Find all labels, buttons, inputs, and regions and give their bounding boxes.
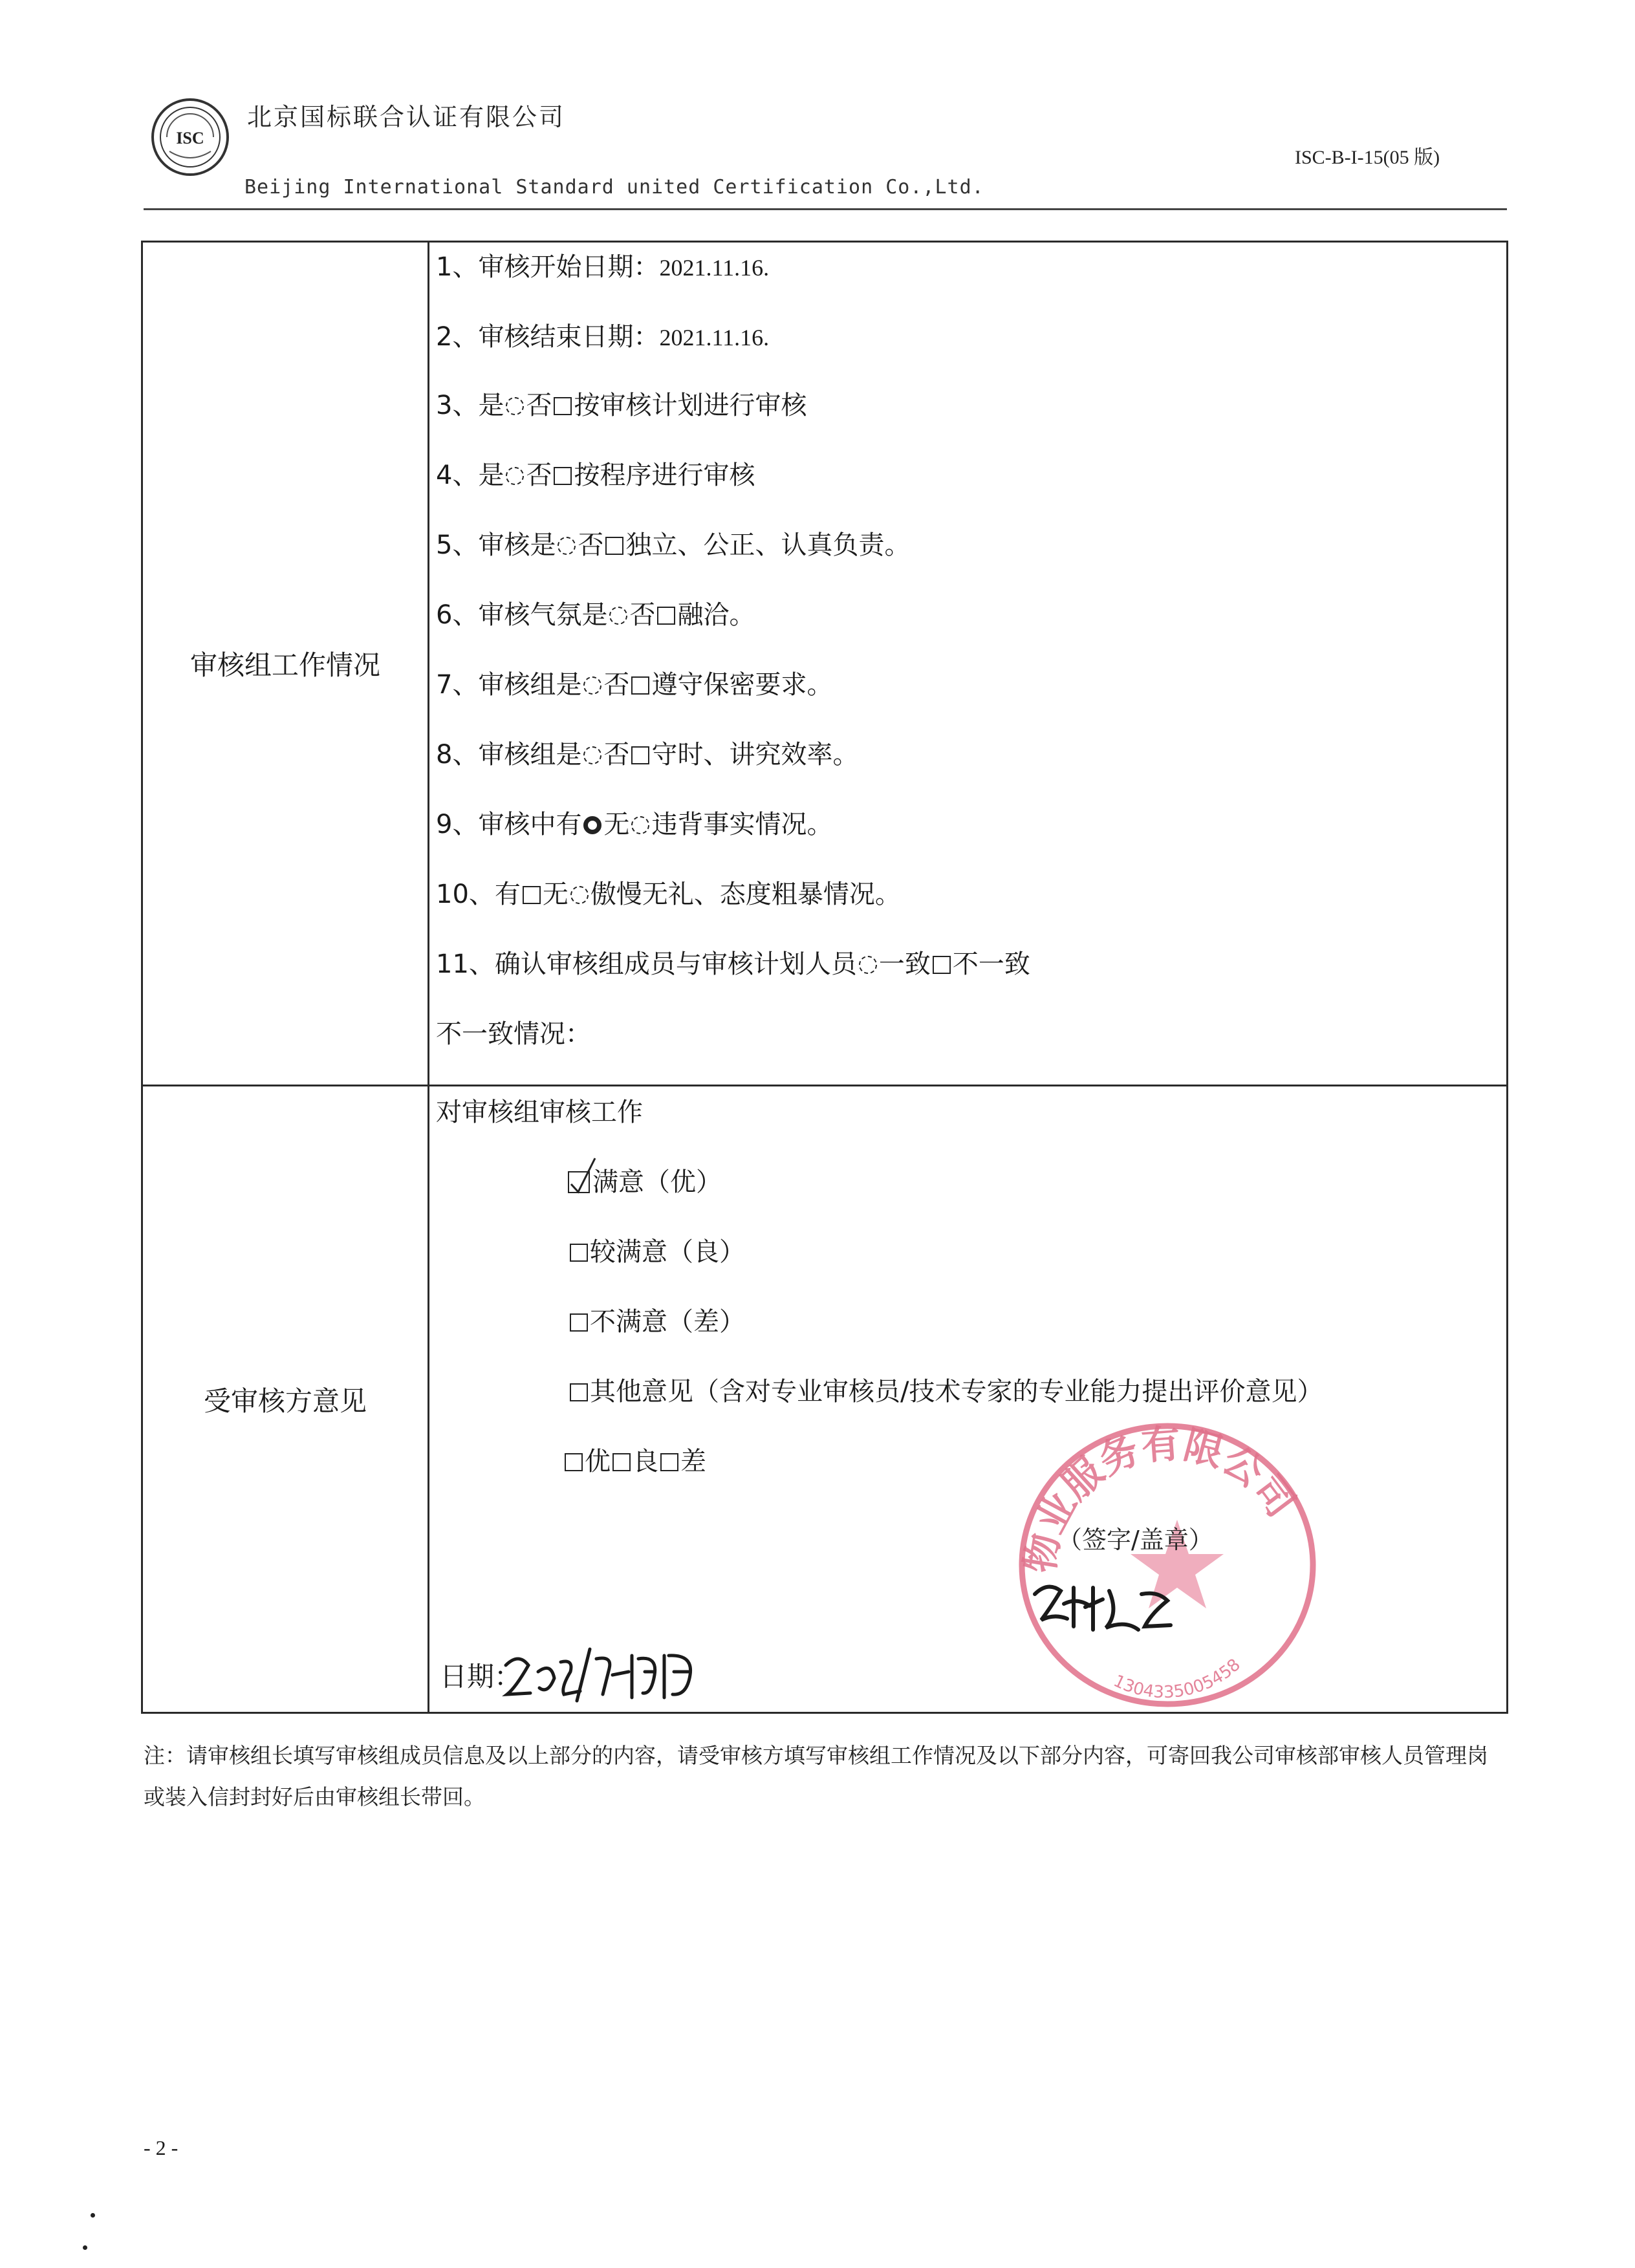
option-fairly-satisfied: 较满意（良） [568,1231,745,1268]
yes-radio[interactable] [609,607,627,625]
unsatisfied-checkbox[interactable] [570,1313,588,1332]
check-mark-icon [569,1156,598,1194]
yes-radio[interactable] [583,746,601,764]
svg-text:物业服务有限公司: 物业服务有限公司 [1017,1421,1304,1577]
inconsistency-detail: 不一致情况： [436,1019,591,1049]
audit-end-date: 2、审核结束日期：2021.11.16. [436,322,770,352]
isc-logo [150,97,230,177]
fairly-satisfied-checkbox[interactable] [570,1244,588,1262]
page-number: - 2 - [144,2136,179,2159]
grade-poor-checkbox[interactable] [660,1453,678,1471]
satisfied-checkbox[interactable] [568,1171,590,1193]
handwritten-signature [1028,1568,1184,1639]
no-checkbox[interactable] [657,607,675,625]
grade-excellent-checkbox[interactable] [565,1453,583,1471]
inconsistent-checkbox[interactable] [933,956,951,974]
yes-radio[interactable] [583,676,601,695]
item-7: 7、审核组是 否 遵守保密要求。 [436,670,833,700]
yes-radio[interactable] [558,537,576,555]
auditee-opinion-cell [429,1086,1508,1713]
signature-label: （签字/盖章） [1057,1526,1213,1554]
footnote: 注：请审核组长填写审核组成员信息及以上部分的内容，请受审核方填写审核组工作情况及以下部分内容，可寄回我公司审核部审核人员管理岗或装入信封封好后由审核组长带回。 [144,1743,1488,1809]
no-checkbox[interactable] [554,467,572,485]
none-radio[interactable] [631,816,649,834]
no-checkbox[interactable] [554,397,572,415]
option-unsatisfied: 不满意（差） [568,1301,745,1338]
item-8: 8、审核组是 否 守时、讲究效率。 [436,740,859,770]
consistent-radio[interactable] [859,956,877,974]
document-code: ISC-B-I-15(05 版) [1295,147,1440,168]
svg-text:ISC: ISC [176,129,204,147]
company-name-cn: 北京国标联合认证有限公司 [247,103,566,131]
svg-text:1304335005458: 1304335005458 [1110,1655,1244,1703]
header-divider [144,208,1507,210]
yes-radio[interactable] [506,467,524,485]
item-11: 11、确认审核组成员与审核计划人员 一致 不一致 [436,949,1030,979]
other-checkbox[interactable] [570,1383,588,1401]
handwritten-date [499,1636,719,1707]
scan-speck [91,2213,95,2218]
opinion-intro: 对审核组审核工作 [436,1097,643,1127]
item-4: 4、是 否 按程序进行审核 [436,460,755,490]
no-checkbox[interactable] [631,676,649,695]
auditee-opinion-label: 受审核方意见 [142,1086,429,1713]
yes-radio[interactable] [506,397,524,415]
audit-team-work-label: 审核组工作情况 [142,242,429,1086]
scan-speck [83,2245,87,2250]
grade-options: 优 良 差 [563,1441,706,1478]
date-label: 日期： [440,1661,522,1692]
company-seal [996,1407,1332,1717]
option-other: 其他意见（含对专业审核员/技术专家的专业能力提出评价意见） [568,1371,1323,1408]
item-10: 10、有 无 傲慢无礼、态度粗暴情况。 [436,880,901,909]
audit-team-work-cell [429,242,1508,1086]
has-checkbox[interactable] [523,886,541,904]
item-3: 3、是 否 按审核计划进行审核 [436,391,807,420]
none-radio[interactable] [570,886,589,904]
audit-start-date: 1、审核开始日期：2021.11.16. [436,252,770,282]
company-name-en: Beijing International Standard united Certification Co.,Ltd. [244,176,984,199]
item-9: 9、审核中有 无 违背事实情况。 [436,810,833,839]
option-satisfied: 满意（优） [568,1161,722,1198]
item-5: 5、审核是 否 独立、公正、认真负责。 [436,530,911,560]
no-checkbox[interactable] [605,537,623,555]
has-radio-selected[interactable] [583,816,601,834]
grade-good-checkbox[interactable] [612,1453,631,1471]
item-6: 6、审核气氛是 否 融洽。 [436,600,755,630]
no-checkbox[interactable] [631,746,649,764]
